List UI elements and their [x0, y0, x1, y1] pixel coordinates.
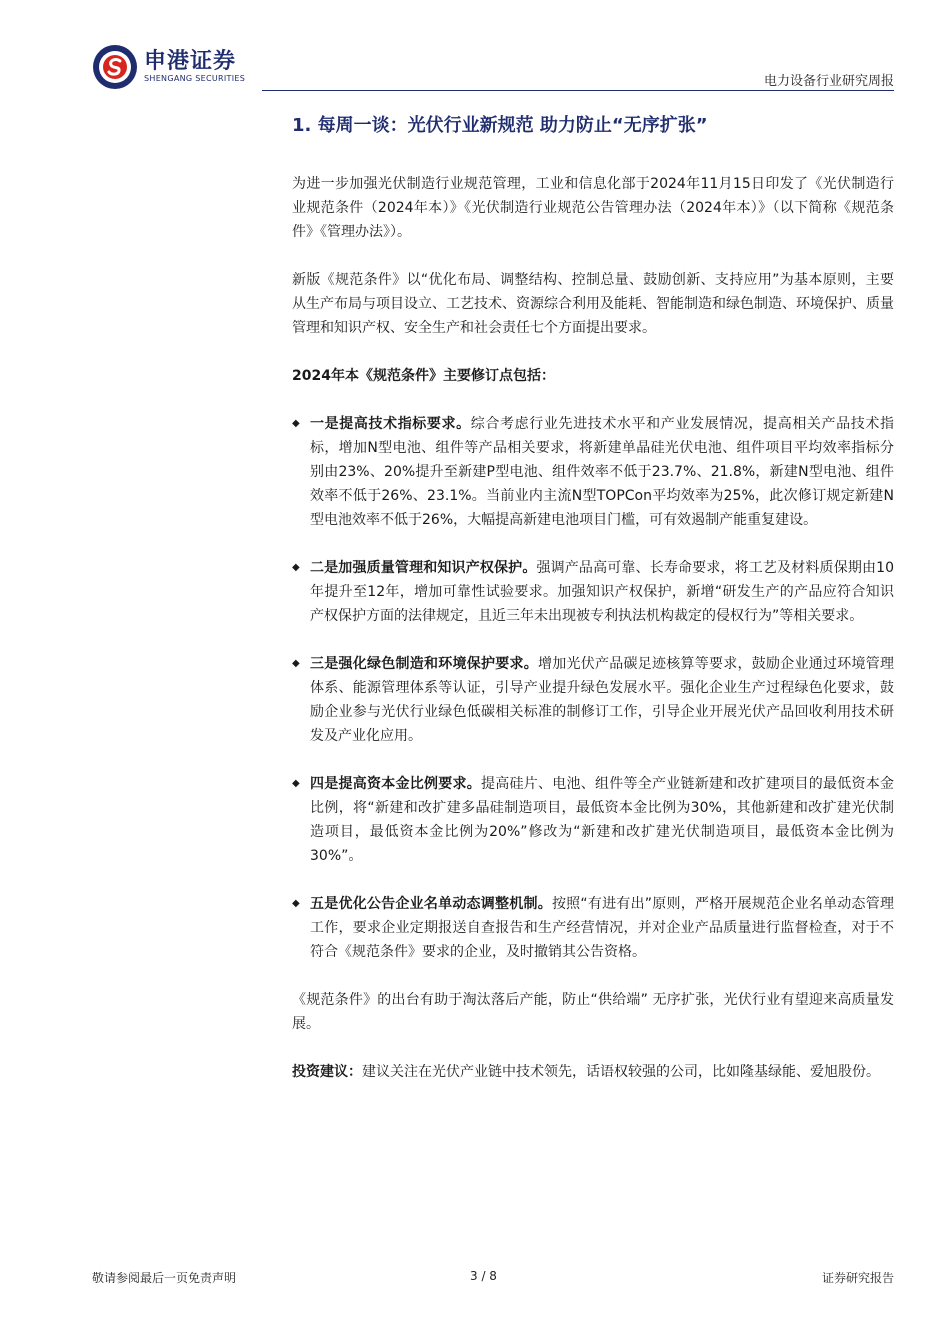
- list-item: [292, 556, 894, 628]
- bullet-lead: 三是强化绿色制造和环境保护要求。: [310, 656, 538, 672]
- bullet-text: 按照“有进有出”原则，严格开展规范企业名单动态管理工作，要求企业定期报送自查报告和生产经营情况，并对企业产品质量进行监督检查，对于不符合《规范条件》要求的企业，及时撤销其公告资格。: [310, 896, 894, 960]
- bullet-lead: 二是加强质量管理和知识产权保护。: [310, 560, 537, 576]
- revision-list: [292, 412, 894, 964]
- list-item: [292, 772, 894, 868]
- advice-text: 建议关注在光伏产业链中技术领先，话语权较强的公司，比如隆基绿能、爱旭股份。: [362, 1064, 880, 1080]
- page-number: 3 / 8: [470, 1269, 497, 1283]
- bullet-lead: 四是提高资本金比例要求。: [310, 776, 481, 792]
- intro-paragraph: 为进一步加强光伏制造行业规范管理，工业和信息化部于2024年11月15日印发了《光伏制造行业规范条件（2024年本）》《光伏制造行业规范公告管理办法（2024年本）》（以下简称《规范条件》《管理办法》）。: [292, 176, 894, 240]
- list-item: [292, 892, 894, 964]
- bullet-lead: 五是优化公告企业名单动态调整机制。: [310, 896, 552, 912]
- conclusion-paragraph: 《规范条件》的出台有助于淘汰落后产能，防止“供给端” 无序扩张，光伏行业有望迎来高质量发展。: [292, 992, 894, 1032]
- report-body: [292, 172, 894, 1084]
- company-logo: [92, 44, 245, 90]
- advice-label: 投资建议：: [292, 1064, 362, 1080]
- footer-doc-type: 证券研究报告: [821, 1271, 894, 1285]
- bullet-text: 提高硅片、电池、组件等全产业链新建和改扩建项目的最低资本金比例，将“新建和改扩建多晶硅制造项目，最低资本金比例为30%，其他新建和改扩建光伏制造项目，最低资本金比例为20%”修改为“新建和改扩建光伏制造项目，最低资本金比例为30%”。: [310, 776, 894, 864]
- bullet-text: 强调产品高可靠、长寿命要求，将工艺及材料质保期由10年提升至12年，增加可靠性试验要求。加强知识产权保护，新增“研发生产的产品应符合知识产权保护方面的法律规定，且近三年未出现被专利执法机构裁定的侵权行为”等相关要求。: [310, 560, 894, 624]
- list-item: [292, 412, 894, 532]
- section-title: 1. 每周一谈：光伏行业新规范 助力防止“无序扩张”: [292, 115, 708, 136]
- bullet-text: 综合考虑行业先进技术水平和产业发展情况，提高相关产品技术指标，增加N型电池、组件等产品相关要求，将新建单晶硅光伏电池、组件项目平均效率指标分别由23%、20%提升至新建P型电池、组件效率不低于23.7%、21.8%，新建N型电池、组件效率不低于26%、23.1%。当前业内主流N型TOPCon平均效率为25%，此次修订规定新建N型电池效率不低于26%，大幅提高新建电池项目门槛，可有效遏制产能重复建设。: [310, 416, 895, 528]
- footer-disclaimer: 敬请参阅最后一页免责声明: [92, 1271, 237, 1285]
- list-item: [292, 652, 894, 748]
- bullet-text: 增加光伏产品碳足迹核算等要求，鼓励企业通过环境管理体系、能源管理体系等认证，引导产业提升绿色发展水平。强化企业生产过程绿色化要求，鼓励企业参与光伏行业绿色低碳相关标准的制修订工作，引导企业开展光伏产品回收利用技术研发及产业化应用。: [310, 656, 894, 744]
- investment-advice: [292, 1060, 894, 1084]
- bullet-lead: 一是提高技术指标要求。: [310, 416, 471, 432]
- shengang-logo-icon: [92, 44, 138, 90]
- revisions-subheading: 2024年本《规范条件》主要修订点包括：: [292, 368, 555, 384]
- company-name-cn: 申港证券: [144, 49, 237, 74]
- company-name-en: SHENGANG SECURITIES: [144, 74, 246, 83]
- header-divider: [262, 90, 894, 91]
- report-type: 电力设备行业研究周报: [763, 74, 894, 89]
- principles-paragraph: 新版《规范条件》以“优化布局、调整结构、控制总量、鼓励创新、支持应用”为基本原则，主要从生产布局与项目设立、工艺技术、资源综合利用及能耗、智能制造和绿色制造、环境保护、质量管理和知识产权、安全生产和社会责任七个方面提出要求。: [292, 272, 894, 336]
